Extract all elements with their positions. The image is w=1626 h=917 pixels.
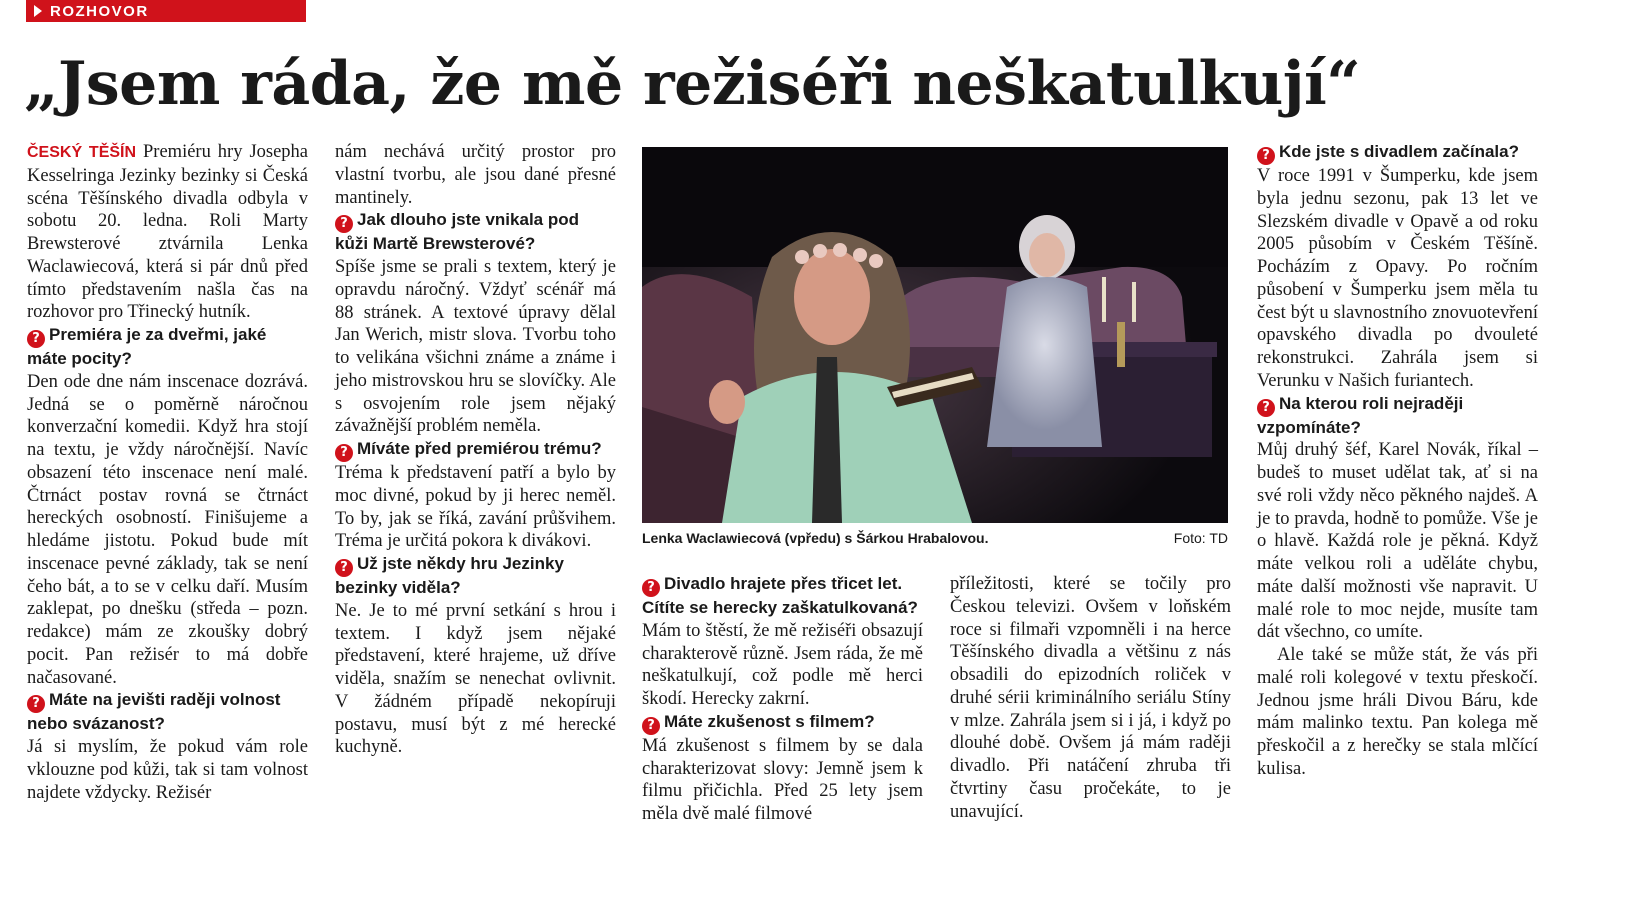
dateline: ČESKÝ TĚŠÍN	[27, 144, 137, 161]
answer: Spíše jsme se prali s textem, který je opravdu náročný. Vždyť scénář má 88 stránek. A textové úpravy dělal Jan Werich, mistr slova. Tvorbu toho to velikána všichni známe a známe i jeho mistrovskou hru se slovíčky. Ale s osvojením role jsem nějaký závažnější problém neměla.	[335, 257, 616, 437]
question: ? Máte na jevišti raději volnost nebo svázanost?	[27, 690, 281, 734]
column-4	[950, 573, 1231, 823]
caption-text: Lenka Waclawiecová (vpředu) s Šárkou Hrabalovou.	[642, 530, 989, 546]
section-label: ROZHOVOR	[50, 2, 149, 20]
question: ? Na kterou roli nejraději vzpomínáte?	[1257, 393, 1464, 437]
question: ? Máte zkušenost s filmem?	[642, 711, 923, 735]
theatre-scene-image	[642, 147, 1228, 523]
column-1	[27, 141, 308, 804]
stage-photo	[642, 147, 1228, 523]
lead-paragraph: ČESKÝ TĚŠÍN Premiéru hry Josepha Kesselringa Jezinky bezinky si Česká scéna Těšínského divadla odbyla v sobotu 20. ledna. Roli Marty Brewsterové ztvárnila Lenka Waclawiecová, která si pár dnů před tímto představením našla čas na rozhovor pro Třinecký hutník.	[27, 142, 309, 323]
question-mark-icon: ?	[335, 444, 353, 462]
question-mark-icon: ?	[1257, 147, 1275, 165]
question: ? Už jste někdy hru Jezinky bezinky viděla?	[335, 554, 564, 597]
photo-caption	[642, 530, 1228, 546]
question: ? Premiéra je za dveřmi, jaké máte pocity?	[27, 325, 267, 368]
answer: nám nechává určitý prostor pro vlastní tvorbu, ale jsou dané přesné mantinely.	[335, 142, 616, 208]
answer: Ne. Je to mé první setkání s hrou i textem. I když jsem nějaké představení, které hrajeme, už dříve viděla, snažím se nenechat ovlivnit. V žádném případě nekopíruji postavu, musí být z mé herecké kuchyně.	[335, 600, 616, 758]
question: ? Kde jste s divadlem začínala?	[1257, 141, 1538, 165]
headline: „Jsem ráda, že mě režiséři neškatulkují“	[24, 49, 1361, 119]
answer: Můj druhý šéf, Karel Novák, říkal – budeš to muset udělat tak, ať si na své roli vždy něco pěkného najdeš. A je to pravda, hodně to pomůže. Vše je o hlavě. Každá role je pěkná. Když máte velkou roli a uděláte chybu, máte další možnosti vše napravit. U malé role to moc nejde, musíte tam dát všechno, co umíte.	[1257, 440, 1538, 643]
question-mark-icon: ?	[642, 717, 660, 735]
answer: Má zkušenost s filmem by se dala charakterizovat slovy: Jemně jsem k filmu přičichla. Před 25 lety jsem měla dvě malé filmové	[642, 735, 923, 824]
column-3	[642, 573, 923, 826]
answer: V roce 1991 v Šumperku, kde jsem byla jednu sezonu, pak 13 let ve Slezském divadle v Opavě a od roku 2005 působím v Českém Těšíně. Pocházím z Opavy. Po ročním působení v Šumperku jsem měla tu čest být u slavnostního znovuotevření opavského divadla po dvouleté rekonstrukci. Zahrála jsem si Verunku v Našich furiantech.	[1257, 166, 1538, 391]
section-tag	[26, 0, 306, 22]
play-triangle-icon	[34, 5, 42, 17]
answer: Ale také se může stát, že vás při malé roli kolegové v textu přeskočí. Jednou jsme hráli Divou Báru, kde mám malinko textu. Pan kolega mě přeskočil a z herečky se stala mlčící kulisa.	[1257, 645, 1538, 779]
column-2	[335, 141, 616, 759]
question-mark-icon: ?	[1257, 399, 1275, 417]
question-mark-icon: ?	[335, 559, 353, 577]
question-mark-icon: ?	[27, 695, 45, 713]
question-mark-icon: ?	[27, 330, 45, 348]
question: ? Divadlo hrajete přes třicet let. Cítíte se herecky zaškatulkovaná?	[642, 574, 918, 617]
answer: příležitosti, které se točily pro Českou televizi. Ovšem v loňském roce si filmaři vzpomněli i na herce Těšínského divadla a většinu z nás obsadili do epizodních roliček v druhé sérii kriminálního seriálu Stíny v mlze. Zahrála jsem si i já, i když po dlouhé době. Ovšem já mám raději divadlo. Při natáčení zhruba tři čtvrtiny času pročekáte, to je unavující.	[950, 574, 1231, 822]
question: ? Jak dlouho jste vnikala pod kůži Martě Brewsterové?	[335, 210, 579, 254]
photo-credit: Foto: TD	[1173, 530, 1228, 546]
column-5	[1257, 141, 1538, 781]
answer: Já si myslím, že pokud vám role vklouzne pod kůži, tak si tam volnost najdete vždycky. Režisér	[27, 737, 308, 803]
answer: Mám to štěstí, že mě režiséři obsazují charakterově různě. Jsem ráda, že mě neškatulkují, což podle mě herci škodí. Herecky zakrní.	[642, 620, 923, 709]
answer: Tréma k představení patří a bylo by moc divné, pokud by ji herec neměl. To by, jak se říká, zavání průšvihem. Tréma je určitá pokora k divákovi.	[335, 463, 616, 552]
question: ? Míváte před premiérou trému?	[335, 438, 616, 462]
question-mark-icon: ?	[642, 579, 660, 597]
question-mark-icon: ?	[335, 215, 353, 233]
answer: Den ode dne nám inscenace dozrává. Jedná se o poměrně náročnou konverzační komedii. Když hra stojí na textu, je vždy náročnější. Navíc obsazení této inscenace není malé. Čtrnáct postav rovná se čtrnáct hereckých osobností. Finišujeme a hledáme jistotu. Pokud bude mít inscenace pevné základy, tak se není čeho bát, a to se v celku daří. Musím zaklepat, po dnešku (středa – pozn. redakce) mám ze zkoušky dobrý pocit. Pan režisér to má dobře načasované.	[27, 371, 308, 688]
